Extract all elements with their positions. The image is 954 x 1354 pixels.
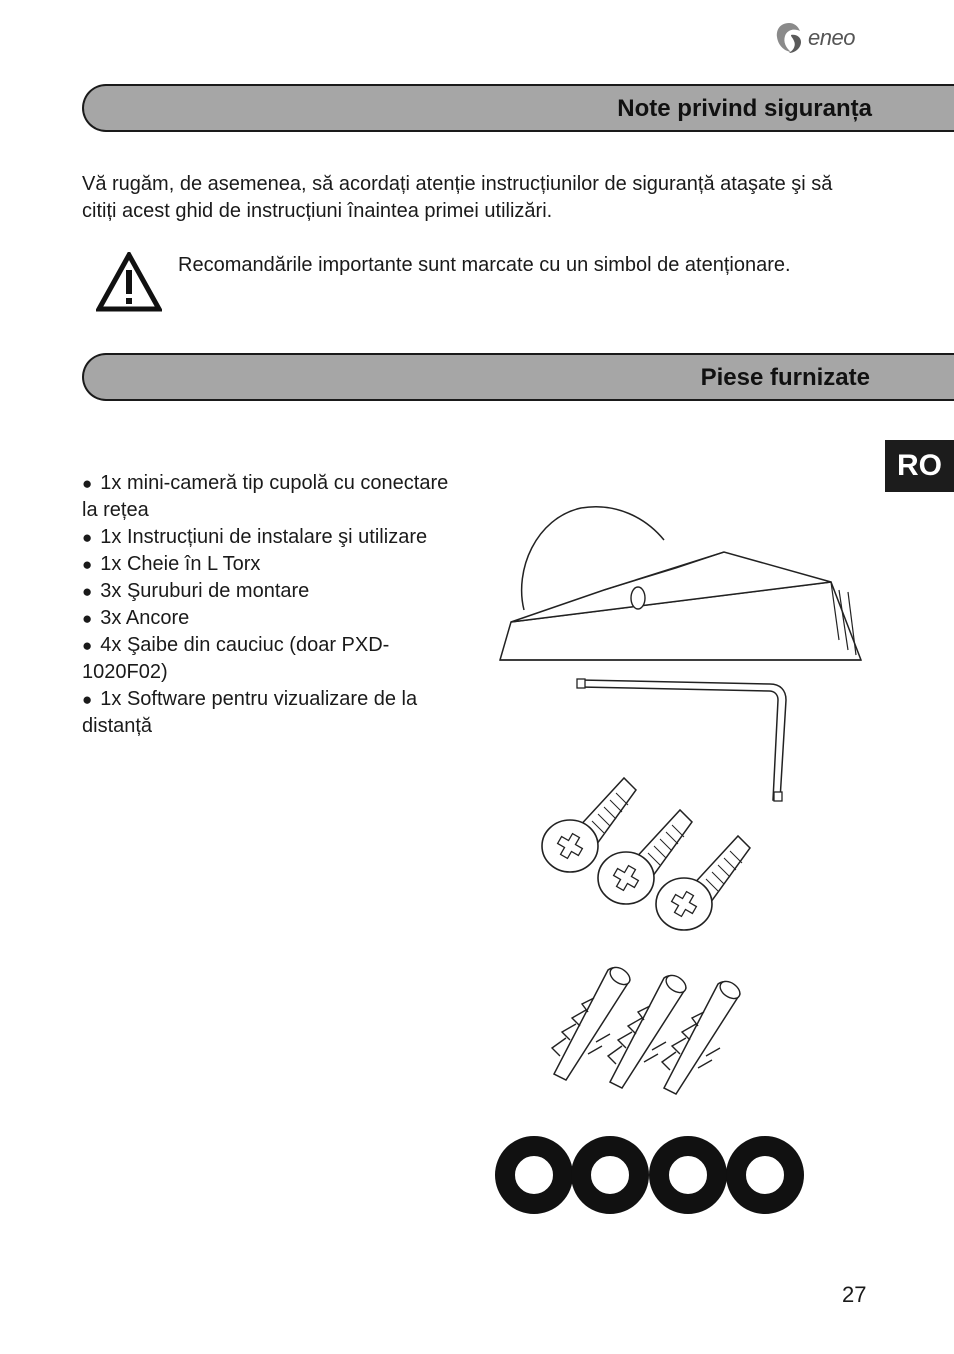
eneo-logo-icon <box>774 21 804 55</box>
wall-anchors-illustration <box>536 962 752 1102</box>
section-banner-parts <box>82 353 954 401</box>
list-item: ● 1x Cheie în L Torx <box>82 551 462 578</box>
mounting-screws-illustration <box>536 770 756 940</box>
list-item: ● 4x Şaibe din cauciuc (doar PXD-1020F02) <box>82 632 462 686</box>
list-item: ● 3x Ancore <box>82 605 462 632</box>
section-banner-safety <box>82 84 954 132</box>
safety-intro: Vă rugăm, de asemenea, să acordați atenție instrucțiunilor de siguranță ataşate şi să citiți acest ghid de instrucțiuni înaintea primei utilizări. <box>82 173 833 222</box>
language-tab: RO <box>885 440 954 492</box>
dome-camera-illustration <box>496 500 866 665</box>
list-item: ● 1x Software pentru vizualizare de la distanță <box>82 686 462 740</box>
page-number: 27 <box>842 1282 867 1307</box>
warning-triangle-icon <box>96 252 162 312</box>
section-title-safety: Note privind siguranța <box>617 95 872 122</box>
list-item: ● 1x Instrucțiuni de instalare şi utilizare <box>82 524 462 551</box>
washer <box>736 1146 794 1204</box>
washer <box>505 1146 563 1204</box>
washer <box>659 1146 717 1204</box>
logo-text: eneo <box>808 25 855 50</box>
section-title-parts: Piese furnizate <box>700 364 870 391</box>
parts-list <box>82 470 462 740</box>
brand-logo <box>774 18 884 58</box>
rubber-washers-illustration <box>494 1136 806 1214</box>
washer <box>581 1146 639 1204</box>
list-item: ● 1x mini-cameră tip cupolă cu conectare la rețea <box>82 470 462 524</box>
warning-text: Recomandările importante sunt marcate cu un simbol de atenționare. <box>178 254 791 276</box>
list-item: ● 3x Şuruburi de montare <box>82 578 462 605</box>
